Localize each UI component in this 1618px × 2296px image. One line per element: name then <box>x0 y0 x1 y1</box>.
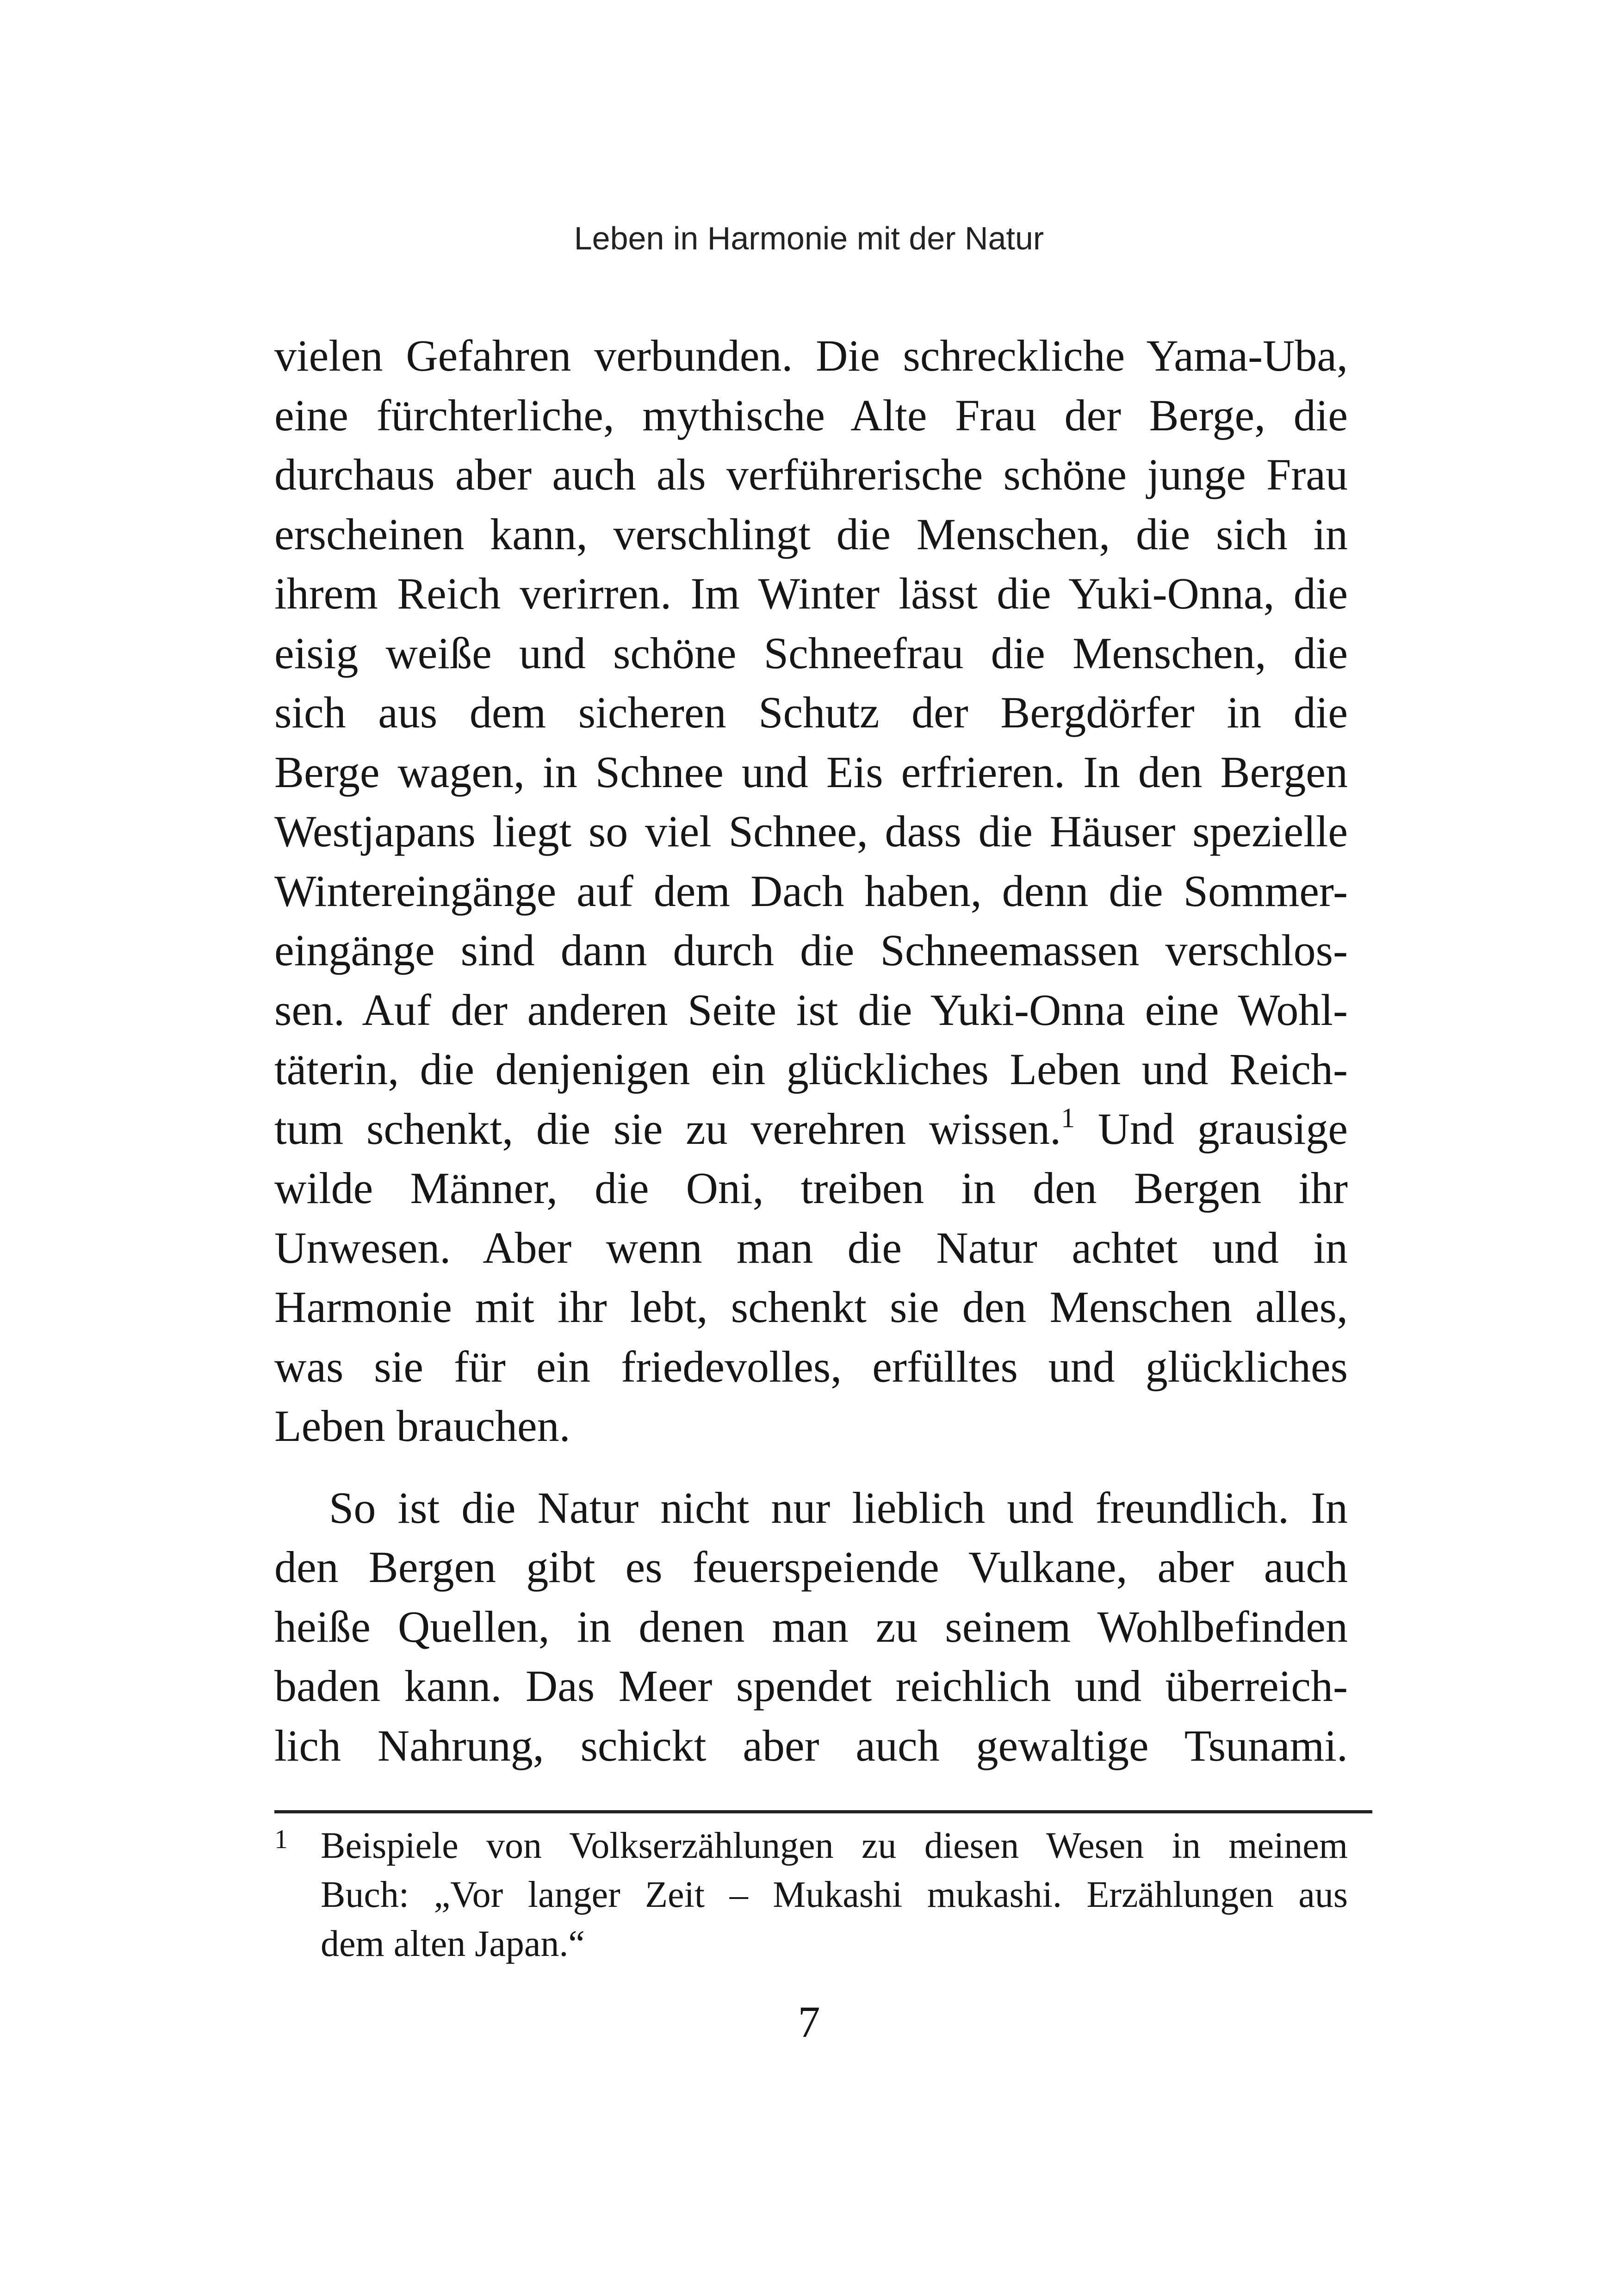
text-line-with-footnote <box>274 1099 1348 1159</box>
text-line: wilde Männer, die Oni, treiben in den Bergen ihr <box>274 1163 1348 1213</box>
text-line: lich Nahrung, schickt aber auch gewaltige Tsunami. <box>274 1720 1348 1770</box>
footnote-line: dem alten Japan.“ <box>321 1924 585 1964</box>
footnote <box>274 1821 1348 1968</box>
footnote-reference[interactable]: 1 <box>1061 1102 1075 1133</box>
text-line: heiße Quellen, in denen man zu seinem Wohlbefinden <box>274 1601 1348 1651</box>
footnote-line: Beispiele von Volkserzählungen zu diesen Wesen in meinem <box>321 1825 1348 1866</box>
running-head: Leben in Harmonie mit der Natur <box>574 220 1044 256</box>
text-line: erscheinen kann, verschlingt die Menschen, die sich in <box>274 509 1348 559</box>
text-line: Unwesen. Aber wenn man die Natur achtet und in <box>274 1222 1348 1272</box>
text-line: eine fürchterliche, mythische Alte Frau der Berge, die <box>274 390 1348 440</box>
text-line: durchaus aber auch als verführerische schöne junge Frau <box>274 450 1348 499</box>
text-line: baden kann. Das Meer spendet reichlich und überreich- <box>274 1661 1348 1711</box>
text-line: sen. Auf der anderen Seite ist die Yuki-Onna eine Wohl- <box>274 985 1348 1035</box>
footnote-divider <box>274 1810 1372 1813</box>
text-line: sich aus dem sicheren Schutz der Bergdörfer in die <box>274 688 1348 737</box>
body-text <box>274 326 1348 1775</box>
footnote-body <box>321 1821 1348 1968</box>
text-line: den Bergen gibt es feuerspeiende Vulkane, aber auch <box>274 1542 1348 1592</box>
page-number: 7 <box>798 1997 820 2047</box>
text-line: täterin, die denjenigen ein glückliches Leben und Reich- <box>274 1044 1348 1094</box>
text-line-head: tum schenkt, die sie zu verehren wissen. <box>274 1104 1061 1154</box>
text-line: vielen Gefahren verbunden. Die schreckliche Yama-Uba, <box>274 331 1348 380</box>
footnote-number: 1 <box>274 1824 288 1854</box>
text-line: So ist die Natur nicht nur lieblich und freundlich. In <box>329 1483 1348 1533</box>
text-line: was sie für ein friedevolles, erfülltes und glückliches <box>274 1341 1348 1391</box>
text-line: Westjapans liegt so viel Schnee, dass die Häuser spezielle <box>274 807 1348 856</box>
text-line: Berge wagen, in Schnee und Eis erfrieren. In den Bergen <box>274 747 1348 797</box>
text-line: Leben brauchen. <box>274 1401 570 1451</box>
text-line: eisig weiße und schöne Schneefrau die Menschen, die <box>274 628 1348 678</box>
text-line: Harmonie mit ihr lebt, schenkt sie den Menschen alles, <box>274 1282 1348 1332</box>
footnote-line: Buch: „Vor langer Zeit – Mukashi mukashi. Erzählungen aus <box>321 1874 1348 1915</box>
text-line: ihrem Reich verirren. Im Winter lässt die Yuki-Onna, die <box>274 569 1348 618</box>
text-line: eingänge sind dann durch die Schneemassen verschlos- <box>274 925 1348 975</box>
text-line: Wintereingänge auf dem Dach haben, denn die Sommer- <box>274 866 1348 916</box>
text-line-tail: Und grausige <box>1075 1104 1348 1154</box>
paragraph-gap <box>274 1456 1348 1478</box>
